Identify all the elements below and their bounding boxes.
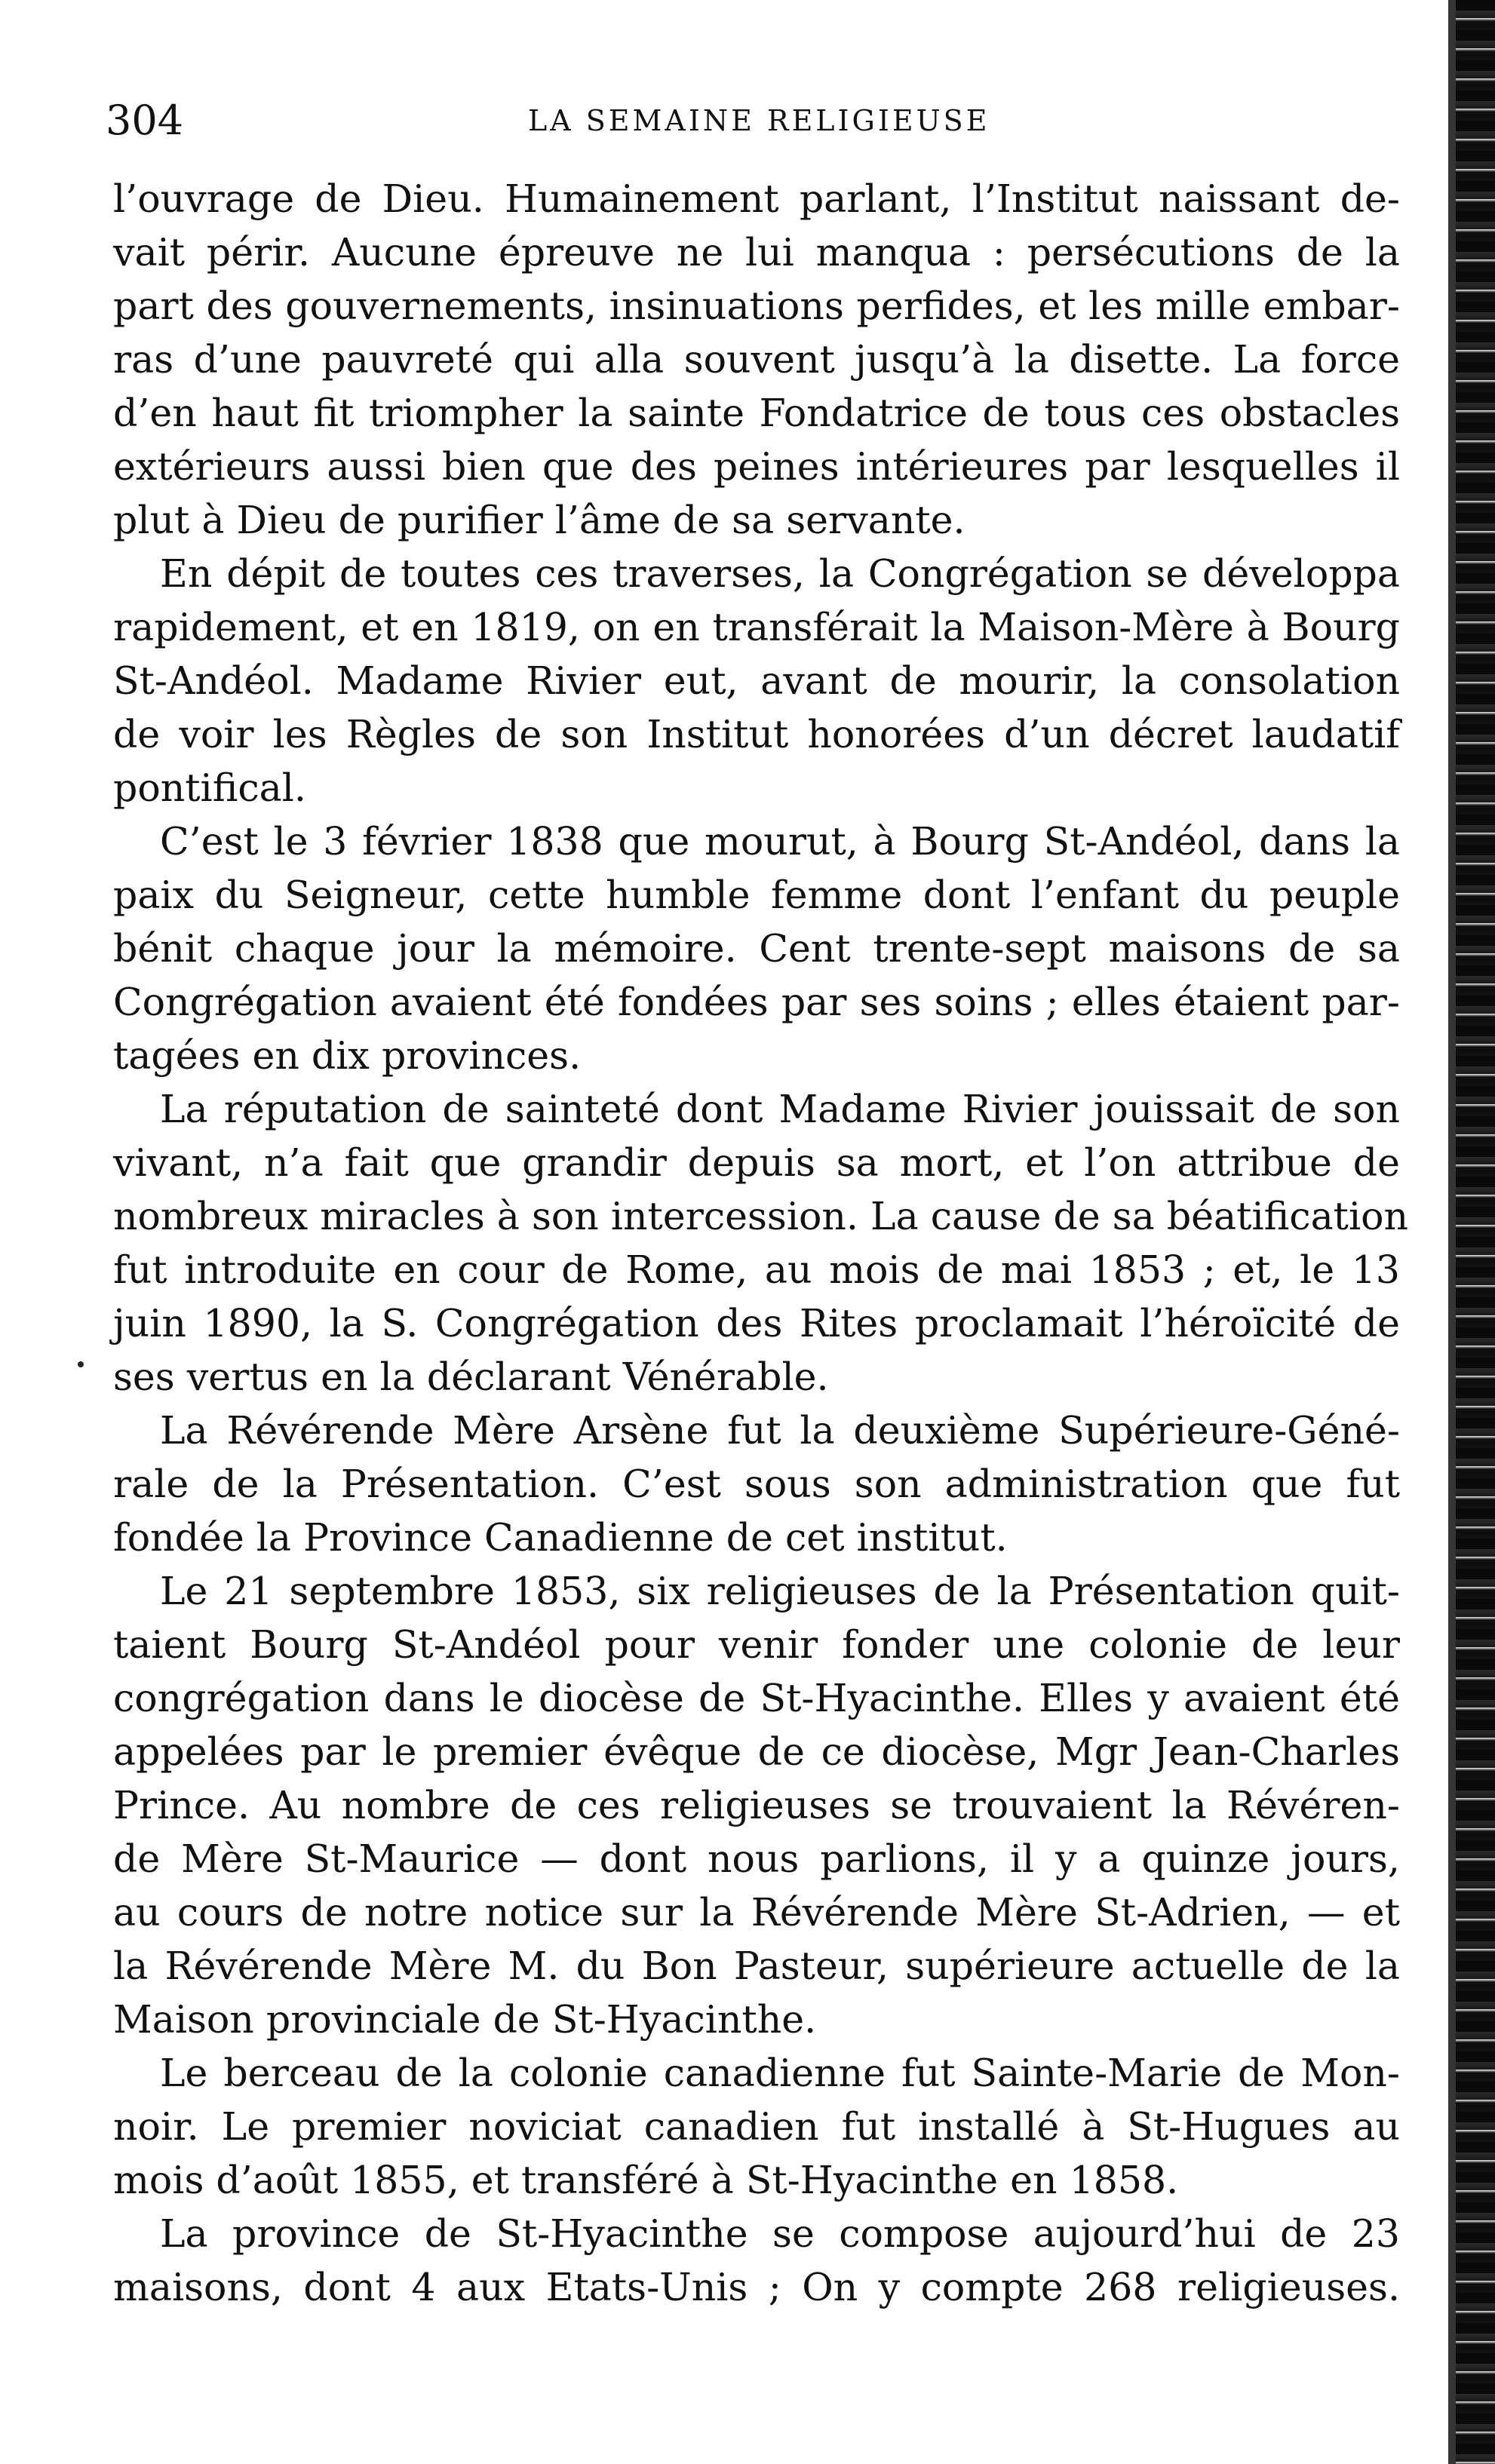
running-title: LA SEMAINE RELIGIEUSE [528, 104, 990, 137]
text-line: St-Andéol. Madame Rivier eut, avant de mourir, la consolation [113, 658, 1400, 703]
text-line: Le 21 septembre 1853, six religieuses de la Présentation quit- [160, 1569, 1400, 1613]
text-line: vivant, n’a fait que grandir depuis sa mort, et l’on attribue de [113, 1140, 1400, 1185]
text-line: nombreux miracles à son intercession. La cause de sa béatification [113, 1194, 1409, 1238]
text-line: mois d’août 1855, et transféré à St-Hyacinthe en 1858. [113, 2158, 1179, 2202]
scan-edge-shadow [1448, 0, 1456, 2464]
text-line: tagées en dix provinces. [113, 1033, 582, 1078]
text-line: ras d’une pauvreté qui alla souvent jusqu’à la disette. La force [113, 337, 1400, 382]
text-line: l’ouvrage de Dieu. Humainement parlant, l’Institut naissant de- [113, 176, 1400, 221]
text-line: de Mère St-Maurice — dont nous parlions, il y a quinze jours, [113, 1836, 1400, 1881]
article-body [113, 172, 1409, 2314]
text-line: La province de St-Hyacinthe se compose aujourd’hui de 23 [160, 2211, 1400, 2256]
text-line: ses vertus en la déclarant Vénérable. [113, 1355, 829, 1399]
text-line: juin 1890, la S. Congrégation des Rites proclamait l’héroïcité de [113, 1301, 1400, 1346]
text-line: En dépit de toutes ces traverses, la Congrégation se développa [160, 551, 1400, 596]
text-line: part des gouvernements, insinuations perfides, et les mille embar- [113, 284, 1400, 328]
text-line: fut introduite en cour de Rome, au mois de mai 1853 ; et, le 13 [113, 1247, 1400, 1292]
text-line: bénit chaque jour la mémoire. Cent trente-sept maisons de sa [113, 926, 1400, 971]
text-line: Le berceau de la colonie canadienne fut Sainte-Marie de Mon- [160, 2051, 1400, 2095]
text-line: rapidement, et en 1819, on en transférait la Maison-Mère à Bourg [113, 605, 1400, 649]
text-line: Congrégation avaient été fondées par ses soins ; elles étaient par- [113, 980, 1400, 1024]
text-line: C’est le 3 février 1838 que mourut, à Bourg St-Andéol, dans la [160, 819, 1400, 864]
text-line: appelées par le premier évêque de ce diocèse, Mgr Jean-Charles [113, 1729, 1400, 1774]
text-line: au cours de notre notice sur la Révérende Mère St-Adrien, — et [113, 1890, 1400, 1935]
page-number: 304 [106, 97, 184, 144]
text-line: maisons, dont 4 aux Etats-Unis ; On y compte 268 religieuses. [113, 2265, 1400, 2309]
text-line: de voir les Règles de son Institut honorées d’un décret laudatif [113, 712, 1400, 756]
scan-speck [78, 1361, 84, 1367]
text-line: extérieurs aussi bien que des peines intérieures par lesquelles il [113, 444, 1400, 489]
text-line: fondée la Province Canadienne de cet institut. [113, 1515, 1008, 1560]
text-line: pontifical. [113, 766, 306, 810]
text-line: la Révérende Mère M. du Bon Pasteur, supérieure actuelle de la [113, 1944, 1400, 1988]
text-line: noir. Le premier noviciat canadien fut installé à St-Hugues au [113, 2104, 1400, 2149]
text-line: paix du Seigneur, cette humble femme dont l’enfant du peuple [113, 873, 1400, 917]
text-line: vait périr. Aucune épreuve ne lui manqua : persécutions de la [113, 230, 1400, 275]
text-line: rale de la Présentation. C’est sous son administration que fut [113, 1462, 1400, 1506]
text-line: congrégation dans le diocèse de St-Hyacinthe. Elles y avaient été [113, 1676, 1400, 1720]
text-line: Maison provinciale de St-Hyacinthe. [113, 1997, 817, 2042]
text-line: plut à Dieu de purifier l’âme de sa servante. [113, 498, 965, 542]
page-header [106, 91, 1403, 151]
scan-edge-border [1456, 0, 1495, 2464]
text-line: La Révérende Mère Arsène fut la deuxième Supérieure-Géné- [160, 1408, 1400, 1453]
text-line: Prince. Au nombre de ces religieuses se trouvaient la Révéren- [113, 1783, 1400, 1827]
text-line: taient Bourg St-Andéol pour venir fonder une colonie de leur [113, 1622, 1400, 1667]
text-line: La réputation de sainteté dont Madame Rivier jouissait de son [160, 1087, 1400, 1131]
text-line: d’en haut fit triompher la sainte Fondatrice de tous ces obstacles [113, 391, 1400, 435]
